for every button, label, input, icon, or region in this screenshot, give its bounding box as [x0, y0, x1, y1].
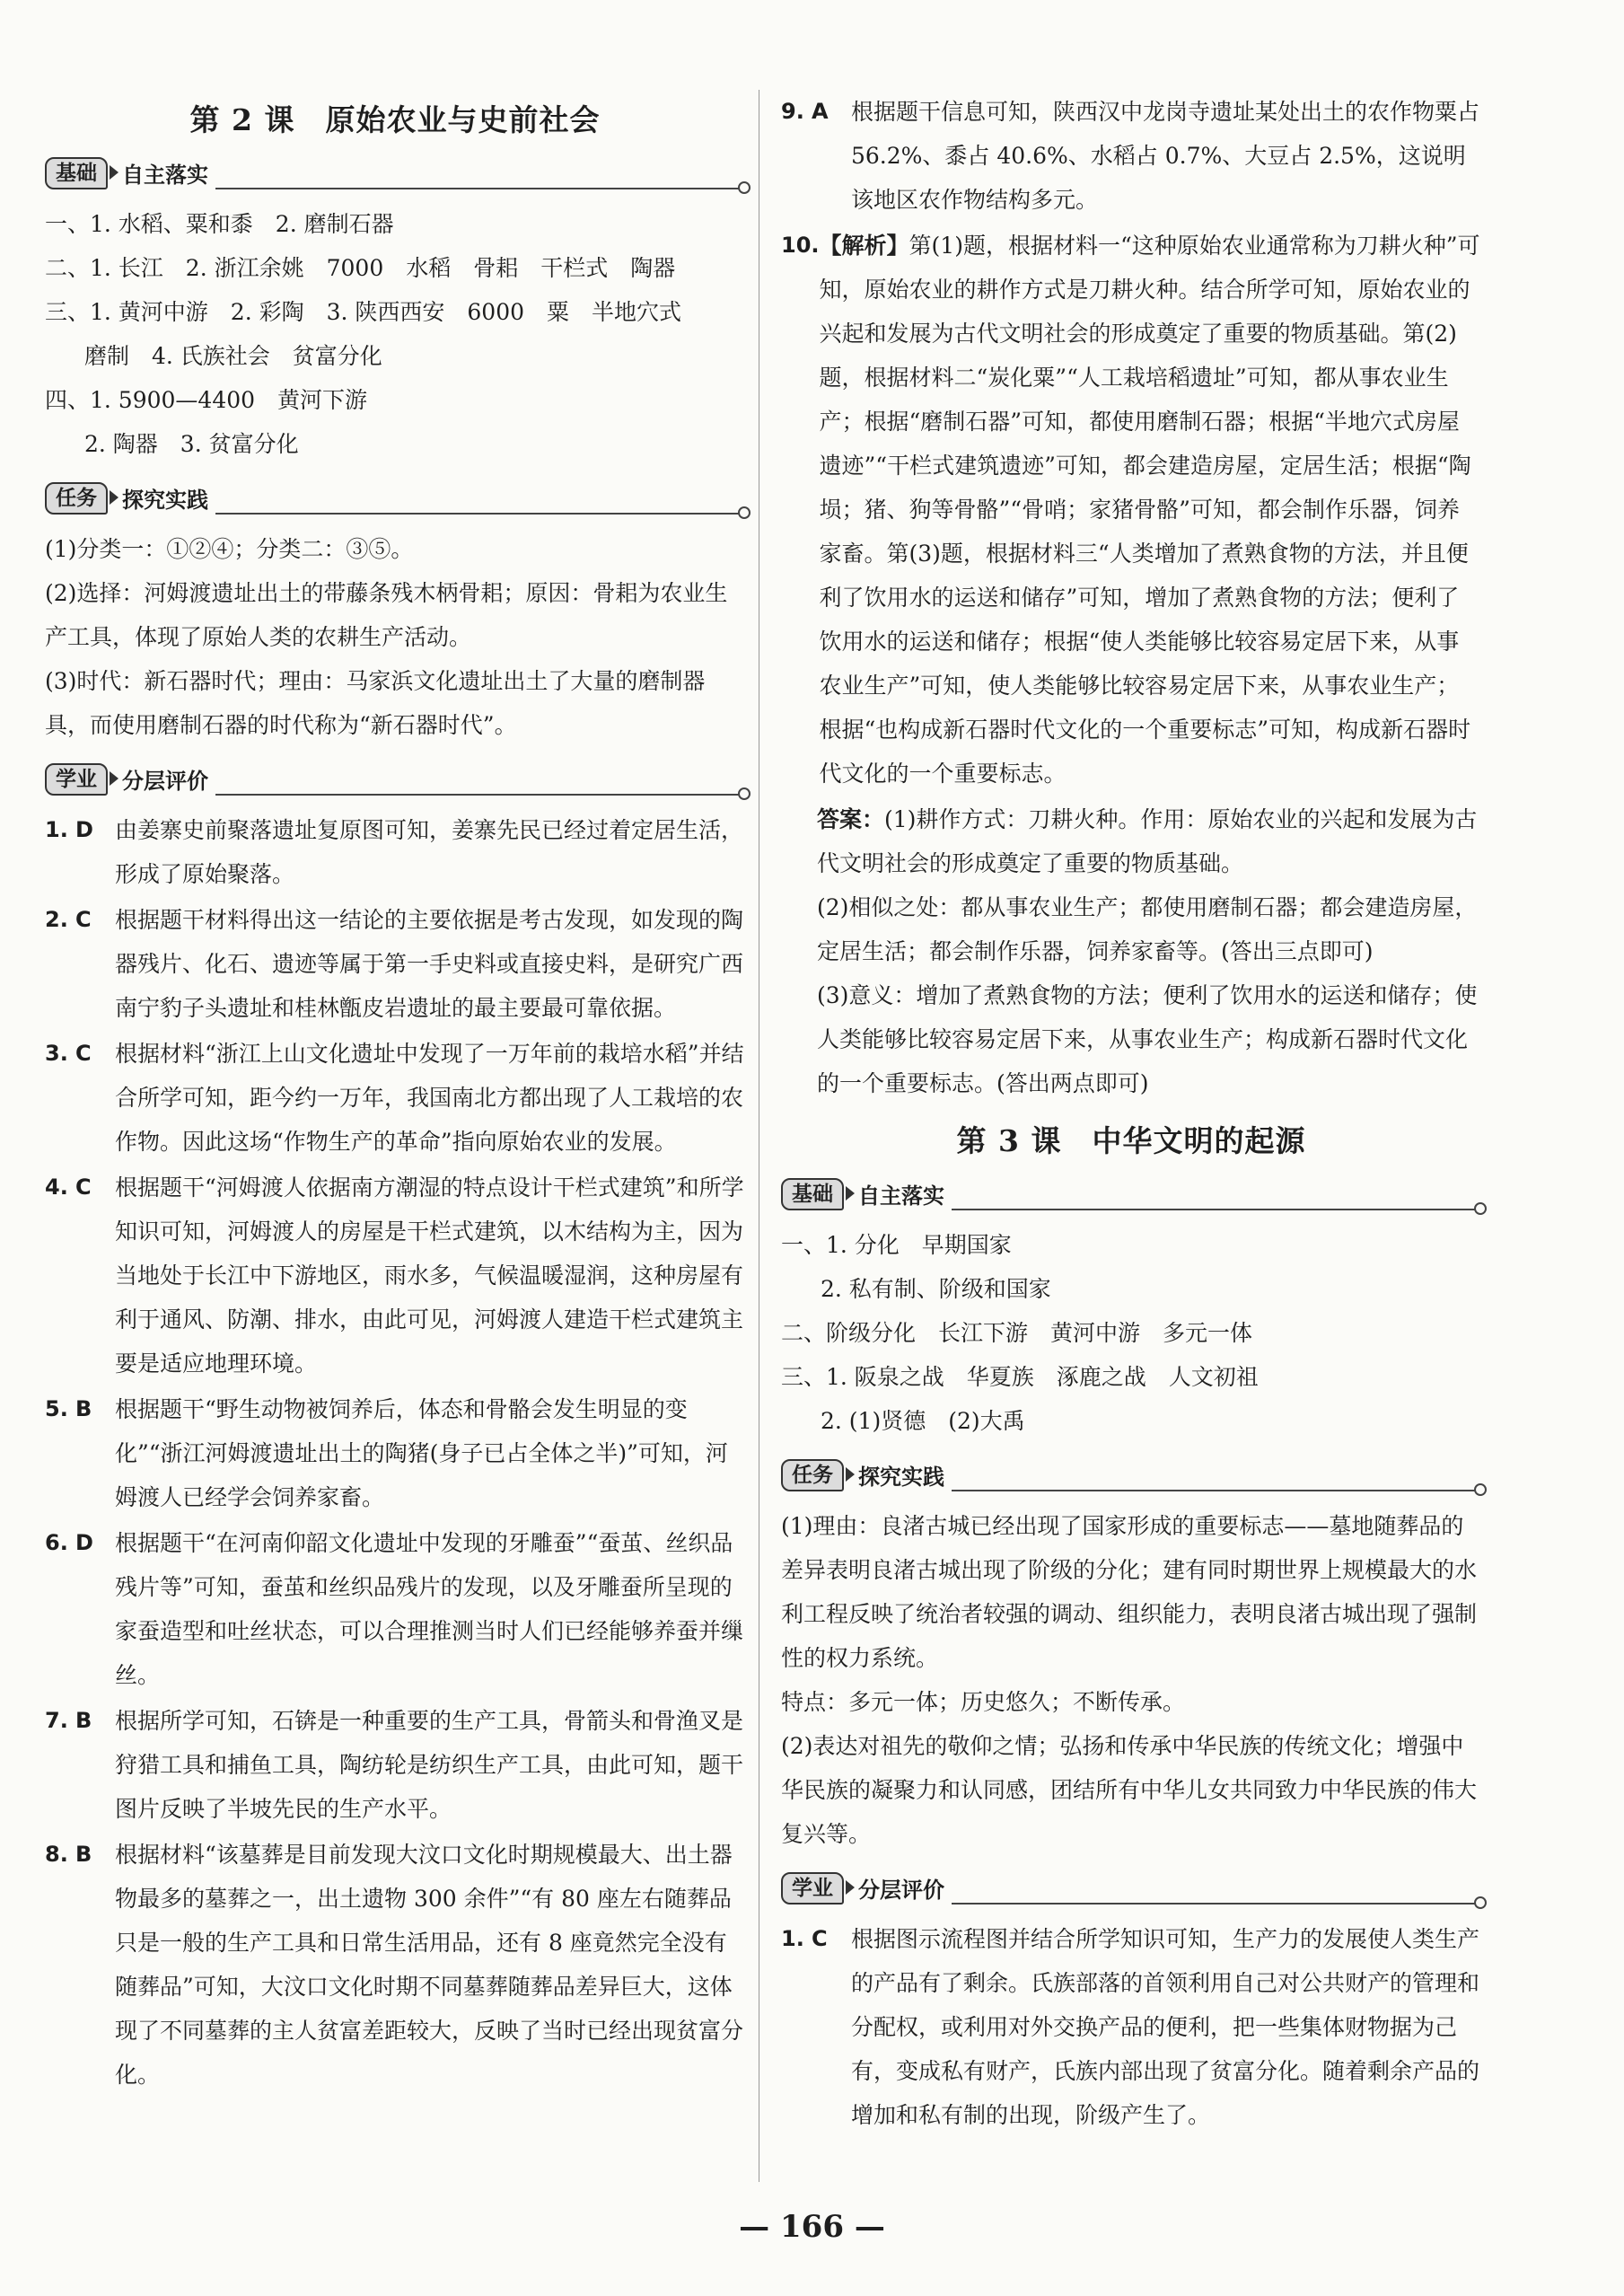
section-rule: [215, 774, 745, 796]
section-header-basics: [45, 155, 745, 189]
basics-line: 三、1. 阪泉之战 华夏族 涿鹿之战 人文初祖: [781, 1364, 1259, 1390]
section-tag: 任务: [781, 1459, 844, 1491]
answer-number: 5.: [45, 1396, 68, 1421]
answer-number: 8.: [45, 1842, 68, 1867]
task-answer: (1)理由：良渚古城已经出现了国家形成的重要标志——墓地随葬品的差异表明良渚古城出现了阶级的分化；建有同时期世界上规模最大的水利工程反映了统治者较强的调动、组织能力，表明良渚古城出现了强制性的权力系统。: [781, 1513, 1478, 1671]
section-subtitle: 自主落实: [858, 1183, 944, 1209]
answer-explanation: 根据材料“浙江上山文化遗址中发现了一万年前的栽培水稻”并结合所学可知，距今约一万年，我国南北方都出现了人工栽培的农作物。因此这场“作物生产的革命”指向原始农业的发展。: [115, 1041, 744, 1155]
basics-line: 2. (1)贤德 (2)大禹: [821, 1408, 1025, 1434]
basics-line: 磨制 4. 氏族社会 贫富分化: [84, 343, 382, 369]
arrow-icon: [846, 1467, 855, 1482]
basics-line: 四、1. 5900—4400 黄河下游: [45, 387, 368, 413]
answer-item: [45, 1521, 745, 1697]
answer-choice: B: [75, 1708, 92, 1733]
section-header-evaluation: [45, 761, 745, 796]
arrow-icon: [846, 1186, 855, 1201]
answer-explanation: 根据题干“在河南仰韶文化遗址中发现的牙雕蚕”“蚕茧、丝织品残片等”可知，蚕茧和丝织品残片的发现，以及牙雕蚕所呈现的家蚕造型和吐丝状态，可以合理推测当时人们已经能够养蚕并缫丝。: [115, 1530, 744, 1688]
answer-explanation: 根据题干材料得出这一结论的主要依据是考古发现，如发现的陶器残片、化石、遗迹等属于第一手史料或直接史料，是研究广西南宁豹子头遗址和桂林甑皮岩遗址的最主要最可靠依据。: [115, 907, 744, 1021]
answer-number: 6.: [45, 1530, 68, 1555]
section-subtitle: 分层评价: [858, 1877, 944, 1903]
q10-answer: [817, 797, 1481, 885]
answer-item: [45, 1166, 745, 1386]
analysis-label: 【解析】: [819, 233, 909, 259]
section-subtitle: 自主落实: [122, 162, 208, 188]
answer-number: 2.: [45, 907, 68, 932]
answer-number: 10.: [781, 233, 820, 258]
answer-choice: C: [812, 1926, 828, 1951]
task-answer: (2)表达对祖先的敬仰之情；弘扬和传承中华民族的传统文化；增强中华民族的凝聚力和认同感，团结所有中华儿女共同致力中华民族的伟大复兴等。: [781, 1733, 1478, 1847]
arrow-icon: [846, 1880, 855, 1895]
answer-choice: B: [75, 1396, 92, 1421]
answer-explanation: 根据图示流程图并结合所学知识可知，生产力的发展使人类生产的产品有了剩余。氏族部落的首领利用自己对公共财产的管理和分配权，或利用对外交换产品的便利，把一些集体财物据为己有，变成私有财产，氏族内部出现了贫富分化。随着剩余产品的增加和私有制的出现，阶级产生了。: [851, 1926, 1480, 2128]
basics-line: 二、1. 长江 2. 浙江余姚 7000 水稻 骨耜 干栏式 陶器: [45, 255, 676, 281]
answer-item: [45, 1387, 745, 1519]
task-answer: (2)选择：河姆渡遗址出土的带藤条残木柄骨耜；原因：骨耜为农业生产工具，体现了原始人类的农耕生产活动。: [45, 580, 728, 650]
basics-line: 一、1. 水稻、粟和黍 2. 磨制石器: [45, 211, 394, 237]
basics-line: 二、阶级分化 长江下游 黄河中游 多元一体: [781, 1320, 1253, 1346]
basics-line: 三、1. 黄河中游 2. 彩陶 3. 陕西西安 6000 粟 半地穴式: [45, 299, 682, 325]
answer-number: 3.: [45, 1041, 68, 1066]
answer-item: [45, 1032, 745, 1164]
answer-item: [781, 1917, 1481, 2137]
section-rule: [952, 1883, 1481, 1905]
section-tag: 基础: [781, 1178, 844, 1210]
section-tag: 学业: [45, 763, 108, 796]
answer-choice: D: [75, 1530, 93, 1555]
answer-choice: B: [75, 1842, 92, 1867]
arrow-icon: [110, 490, 119, 505]
answer-choice: C: [75, 1174, 92, 1200]
answer-part: (2)相似之处：都从事农业生产；都使用磨制石器；都会建造房屋，定居生活；都会制作乐器，饲养家畜等。(答出三点即可): [817, 894, 1478, 964]
section-subtitle: 探究实践: [122, 487, 208, 513]
answer-explanation: 根据所学可知，石锛是一种重要的生产工具，骨箭头和骨渔叉是狩猎工具和捕鱼工具，陶纺轮是纺织生产工具，由此可知，题干图片反映了半坡先民的生产水平。: [115, 1708, 744, 1822]
answer-explanation: 根据题干“河姆渡人依据南方潮湿的特点设计干栏式建筑”和所学知识可知，河姆渡人的房屋是干栏式建筑，以木结构为主，因为当地处于长江中下游地区，雨水多，气候温暖湿润，这种房屋有利于通风、防潮、排水，由此可见，河姆渡人建造干栏式建筑主要是适应地理环境。: [115, 1174, 744, 1377]
answer-choice: C: [75, 907, 92, 932]
section-subtitle: 分层评价: [122, 768, 208, 794]
basics-line: 2. 陶器 3. 贫富分化: [84, 431, 299, 457]
answer-item: [45, 1699, 745, 1831]
arrow-icon: [110, 771, 119, 786]
answer-explanation: 根据题干“野生动物被饲养后，体态和骨骼会发生明显的变化”“浙江河姆渡遗址出土的陶猪(身子已占全体之半)”可知，河姆渡人已经学会饲养家畜。: [115, 1396, 728, 1510]
section-tag: 学业: [781, 1872, 844, 1905]
basics-line: 2. 私有制、阶级和国家: [821, 1276, 1051, 1302]
lesson-2-title: 第 2 课 原始农业与史前社会: [189, 102, 601, 137]
answer-number: 4.: [45, 1174, 68, 1200]
basics-line: 一、1. 分化 早期国家: [781, 1232, 1012, 1258]
arrow-icon: [110, 165, 119, 180]
answer-number: 1.: [781, 1926, 804, 1951]
section-header-tasks: [781, 1457, 1481, 1491]
answer-part: (3)意义：增加了煮熟食物的方法；便利了饮用水的运送和储存；使人类能够比较容易定居下来，从事农业生产；构成新石器时代文化的一个重要标志。(答出两点即可): [817, 982, 1478, 1096]
answer-part: (1)耕作方式：刀耕火种。作用：原始农业的兴起和发展为古代文明社会的形成奠定了重要的物质基础。: [817, 806, 1478, 876]
section-tag: 任务: [45, 482, 108, 515]
answer-number: 9.: [781, 99, 804, 124]
section-rule: [215, 493, 745, 515]
answer-choice: C: [75, 1041, 92, 1066]
section-rule: [952, 1189, 1481, 1210]
section-header-basics: [781, 1176, 1481, 1210]
answer-item-10: [781, 224, 1481, 796]
answer-explanation: 由姜寨史前聚落遗址复原图可知，姜寨先民已经过着定居生活，形成了原始聚落。: [115, 817, 744, 887]
section-header-evaluation: [781, 1870, 1481, 1905]
task-answer: (3)时代：新石器时代；理由：马家浜文化遗址出土了大量的磨制器具，而使用磨制石器的时代称为“新石器时代”。: [45, 668, 706, 738]
answer-item: [45, 808, 745, 896]
section-tag: 基础: [45, 157, 108, 189]
analysis-body: 第(1)题，根据材料一“这种原始农业通常称为刀耕火种”可知，原始农业的耕作方式是刀耕火种。结合所学可知，原始农业的兴起和发展为古代文明社会的形成奠定了重要的物质基础。第(2)题，根据材料二“炭化粟”“人工栽培稻遗址”可知，都从事农业生产；根据“磨制石器”可知，都使用磨制石器；根据“半地穴式房屋遗迹”“干栏式建筑遗迹”可知，都会建造房屋，定居生活；根据“陶埙；猪、狗等骨骼”“骨哨；家猪骨骼”可知，都会制作乐器，饲养家畜。第(3)题，根据材料三“人类增加了煮熟食物的方法，并且便利了饮用水的运送和储存”可知，增加了煮熟食物的方法；便利了饮用水的运送和储存；根据“使人类能够比较容易定居下来，从事农业生产”可知，使人类能够比较容易定居下来，从事农业生产；根据“也构成新石器时代文化的一个重要标志”可知，构成新石器时代文化的一个重要标志。: [819, 233, 1480, 787]
section-subtitle: 探究实践: [858, 1464, 944, 1490]
lesson-3-title: 第 3 课 中华文明的起源: [956, 1123, 1306, 1158]
left-column: [45, 90, 745, 2098]
answer-number: 1.: [45, 817, 68, 842]
right-column: [781, 90, 1481, 2139]
answer-explanation: 根据题干信息可知，陕西汉中龙岗寺遗址某处出土的农作物粟占 56.2%、黍占 40.6%、水稻占 0.7%、大豆占 2.5%，这说明该地区农作物结构多元。: [851, 99, 1480, 213]
q10-answer-block: [781, 797, 1481, 1105]
answer-item: [781, 90, 1481, 222]
section-rule: [952, 1470, 1481, 1491]
answer-label: 答案：: [817, 806, 885, 832]
task-answer: 特点：多元一体；历史悠久；不断传承。: [781, 1689, 1186, 1715]
section-header-tasks: [45, 480, 745, 515]
answer-choice: A: [812, 99, 829, 124]
analysis-text: [820, 224, 1481, 796]
page-number: — 166 —: [739, 2209, 885, 2245]
answer-number: 7.: [45, 1708, 68, 1733]
answer-explanation: 根据材料“该墓葬是目前发现大汶口文化时期规模最大、出土器物最多的墓葬之一，出土遗物 300 余件”“有 80 座左右随葬品只是一般的生产工具和日常生活用品，还有 8 座竟然完全没有随葬品”可知，大汶口文化时期不同墓葬随葬品差异巨大，这体现了不同墓葬的主人贫富差距较大，反映了当时已经出现贫富分化。: [115, 1842, 744, 2088]
answer-item: [45, 1833, 745, 2097]
answer-choice: D: [75, 817, 93, 842]
answer-item: [45, 898, 745, 1030]
task-answer: (1)分类一：①②④；分类二：③⑤。: [45, 536, 414, 562]
section-rule: [215, 168, 745, 189]
